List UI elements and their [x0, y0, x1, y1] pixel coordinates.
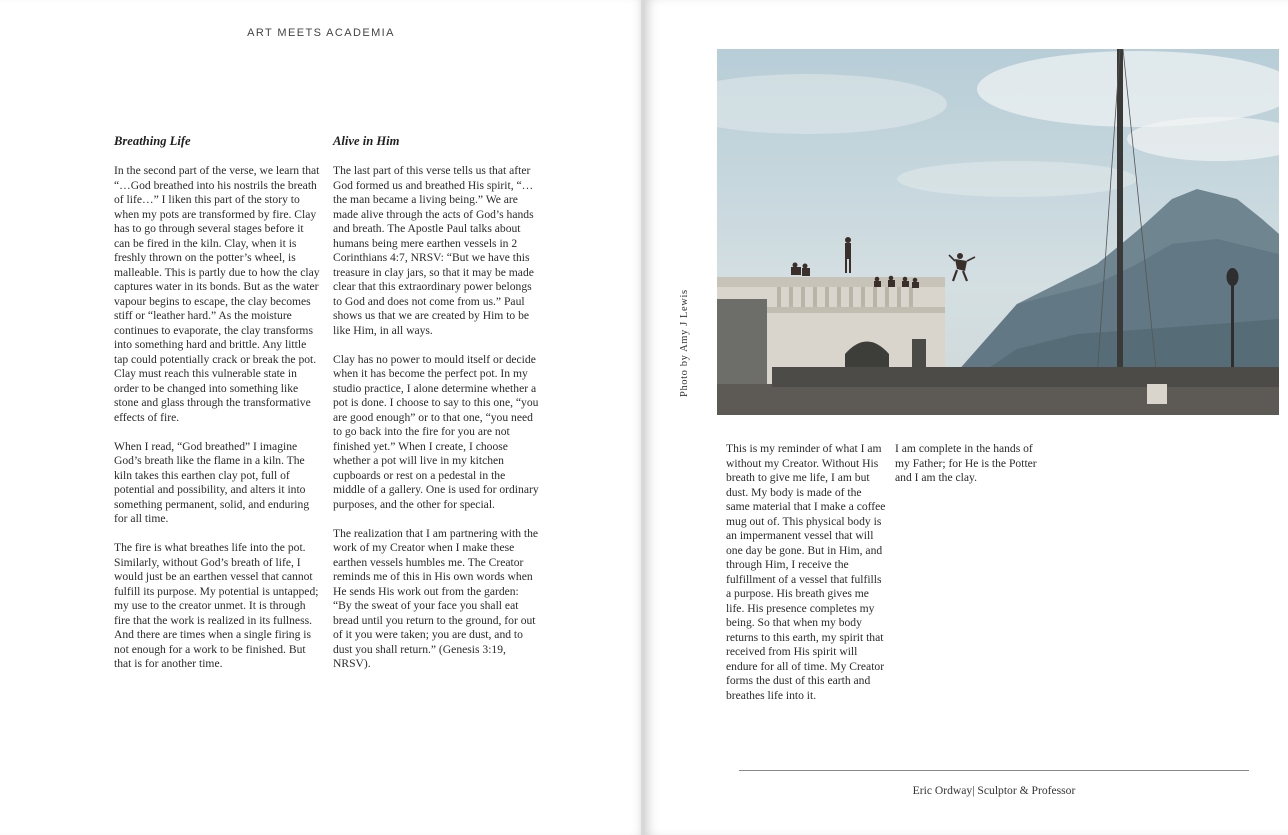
paragraph: When I read, “God breathed” I imagine God’s breath like the flame in a kiln. The kiln takes this earthen clay pot, full of potential and possibility, and alters it into something permanent, solid, and enduring for all time. [114, 439, 310, 525]
article-column-alive-in-him [333, 133, 539, 686]
lake-diving-photo [717, 49, 1279, 415]
paragraph: The last part of this verse tells us that after God formed us and breathed His spirit, “…the man became a living being.” We are made alive through the acts of God’s hands and breath. The Apostle Paul talks about humans being mere earthen vessels in 2 Corinthians 4:7, NRSV: “But we have this treasure in clay jars, so that it may be made clear that this extraordinary power belongs to God and does not come from us.” Paul shows us that we are created by Him to be like Him, in all ways. [333, 164, 534, 337]
paragraph: The realization that I am partnering with the work of my Creator when I make these earthen vessels humbles me. The Creator reminds me of this in His own words when He sends His work out from the garden: “By the sweat of your face you shall eat bread until you return to the ground, for out of it you were taken; you are dust, and to dust you shall return.” (Genesis 3:19, NRSV). [333, 526, 539, 670]
footer-divider [739, 770, 1249, 771]
paragraph: I am complete in the hands of my Father; for He is the Potter and I am the clay. [895, 442, 1037, 484]
photo-illustration [717, 49, 1279, 415]
section-heading-breathing-life: Breathing Life [114, 134, 191, 148]
closing-column-1 [726, 442, 886, 718]
left-page [0, 0, 642, 835]
paragraph: The fire is what breathes life into the pot. Similarly, without God’s breath of life, I would just be an earthen vessel that cannot fulfill its purpose. My potential is untapped; my use to the creator unmet. It is through fire that the work is realized in its fullness. And there are times when a single firing is not enough for a work to be finished. But that is for another time. [114, 541, 319, 670]
right-page [645, 0, 1288, 835]
paragraph: This is my reminder of what I am without my Creator. Without His breath to give me life, I am but dust. My body is made of the same material that I make a coffee mug out of. This physical body is an impermanent vessel that will one day be gone. But in Him, and through Him, I receive the fulfillment of a vessel that fulfills a purpose. His breath gives me life. His presence completes my being. So that when my body returns to this earth, my spirit that received from His spirit will endure for all of time. My Creator forms the dust of this earth and breathes life into it. [726, 442, 886, 702]
photo-credit: Photo by Amy J Lewis [679, 289, 690, 397]
paragraph: Clay has no power to mould itself or decide when it has become the perfect pot. In my studio practice, I alone determine whether a pot is done. I choose to say to this one, “you are good enough” or to that one, “you need to go back into the fire for you are not finished yet.” When I create, I choose whether a pot will live in my kitchen cupboards or rest on a pedestal in the middle of a gallery. One is used for ordinary purposes, and the other for special. [333, 352, 539, 511]
closing-column-2 [895, 442, 1047, 500]
running-head: ART MEETS ACADEMIA [247, 27, 395, 39]
paragraph: In the second part of the verse, we learn that “…God breathed into his nostrils the breath of life…” I liken this part of the story to when my pots are transformed by fire. Clay has to go through several stages before it can be fired in the kiln. Clay, when it is freshly thrown on the potter’s wheel, is malleable. This is partly due to how the clay captures water in its bonds. But as the water vapour begins to escape, the clay becomes stiff or “leather hard.” As the moisture continues to evaporate, the clay transforms into something hard and brittle. Any little tap could potentially crack or break the pot. Clay must reach this vulnerable state in order to be changed into something like stone and glass through the transformative effects of fire. [114, 164, 320, 424]
article-column-breathing-life [114, 133, 320, 686]
author-byline: Eric Ordway| Sculptor & Professor [912, 784, 1076, 797]
section-heading-alive-in-him: Alive in Him [333, 134, 400, 148]
